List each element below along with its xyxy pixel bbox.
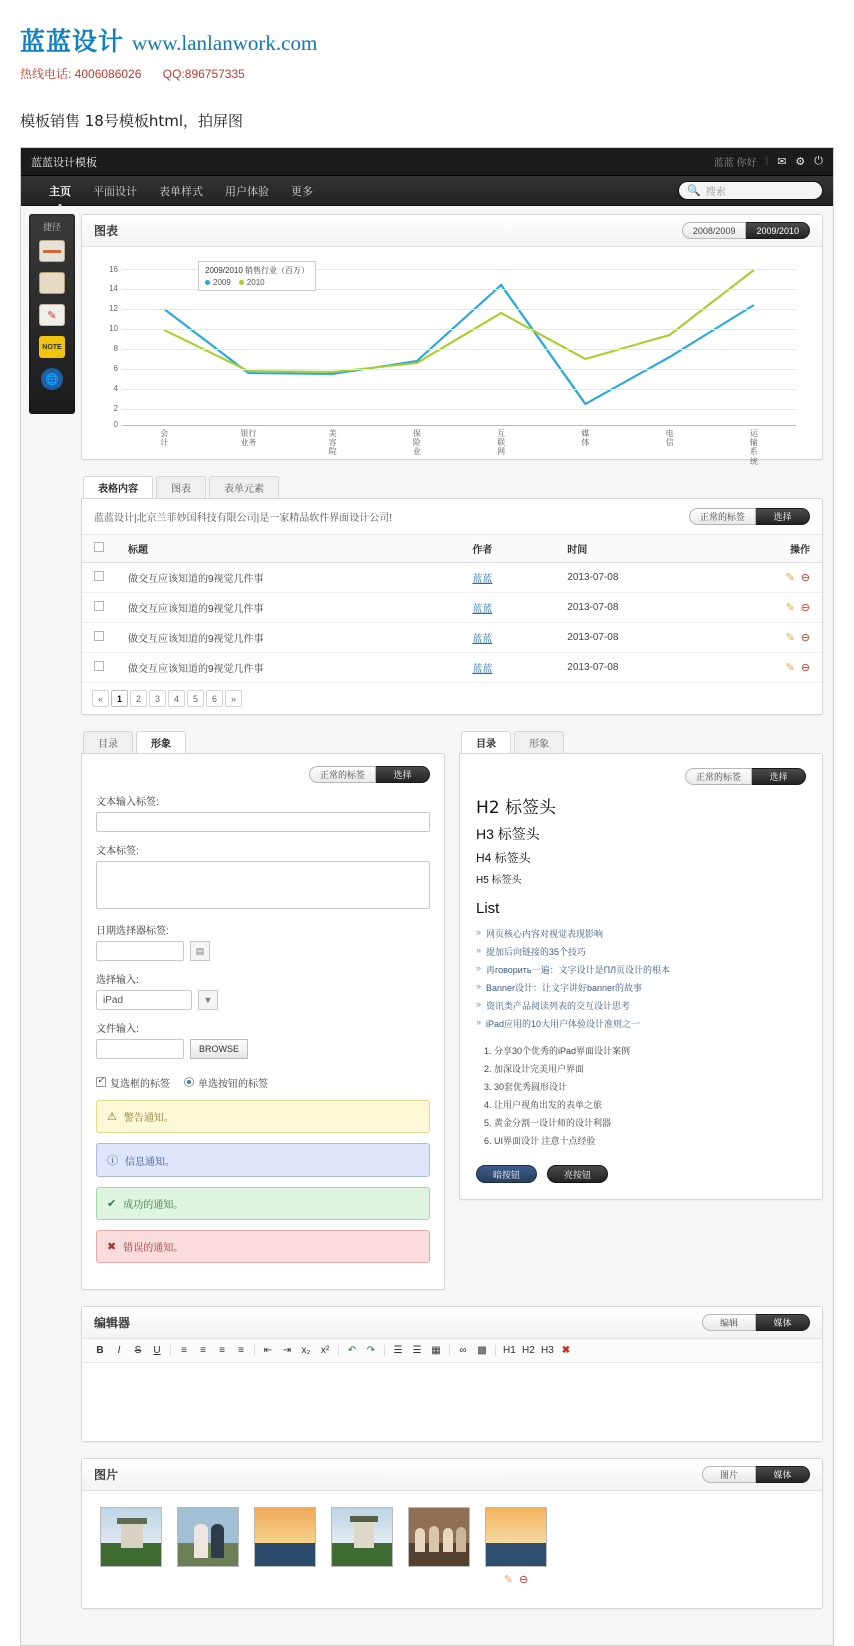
chart-title: 2009/2010 销售行业（百万） [205,266,310,275]
redo-icon[interactable]: ↷ [366,1345,376,1356]
branding-header [0,0,854,82]
undo-icon[interactable]: ↶ [347,1345,357,1356]
search-placeholder: 搜索 [705,187,726,198]
calendar-tile-icon[interactable] [39,240,65,262]
edit-icon[interactable]: ✎ [785,572,795,584]
alert-info-text: 信息通知。 [125,1156,175,1168]
x-label-4: 互 联 网 [497,429,506,457]
globe-tile-icon[interactable]: 🌐 [41,368,63,390]
heading-h4: H4 标签头 [476,851,531,865]
images-panel-title: 图片 [94,1468,119,1482]
superscript-icon[interactable]: x² [320,1345,330,1356]
form-select-button[interactable]: 选择 [376,766,430,783]
note-tile-icon[interactable]: NOTE [39,336,65,358]
x-label-1: 银行 业务 [240,429,257,448]
row-title: 做交互应该知道的9视觉几件事 [116,563,460,593]
heading-h2-icon[interactable]: H2 [522,1345,535,1356]
page-prev[interactable]: « [92,690,109,707]
alert-error [96,1230,430,1263]
row-author-link[interactable]: 蓝蓝 [472,664,493,675]
col-author: 作者 [460,535,555,563]
tab-form-elements[interactable]: 表单元素 [209,476,279,498]
alert-success [96,1187,430,1220]
select-all-checkbox[interactable] [94,542,104,552]
beach-sunset-thumb[interactable] [485,1507,547,1567]
alert-warning-text: 警告通知。 [123,1113,174,1124]
preview-tag-normal-button[interactable]: 正常的标签 [685,768,752,785]
browse-button[interactable]: BROWSE [190,1039,248,1059]
group-photo-thumb[interactable] [408,1507,470,1567]
align-right-icon[interactable]: ≡ [219,1345,225,1356]
form-tag-normal-button[interactable]: 正常的标签 [309,766,376,783]
row-checkbox[interactable] [94,601,104,611]
qq-number: QQ:896757335 [162,67,245,81]
x-label-5: 媒 体 [581,429,590,448]
editor-media-button[interactable]: 媒体 [756,1314,810,1331]
thumbnail-actions [485,1573,547,1586]
list-ol-icon[interactable]: ☰ [412,1345,422,1356]
row-date: 2013-07-08 [555,653,717,683]
page-4[interactable]: 4 [168,690,185,707]
chart-legend [198,261,316,291]
editor-panel-title: 编辑器 [94,1316,131,1330]
thumbnail-item [254,1507,316,1567]
table-select-button[interactable]: 选择 [756,508,810,525]
numbered-list [476,1044,806,1147]
device-select[interactable] [96,990,192,1010]
tab-form-catalog[interactable]: 目录 [83,731,133,753]
row-date: 2013-07-08 [555,623,717,653]
images-panel [81,1458,823,1609]
form-tabs [81,731,445,753]
file-input[interactable] [96,1039,184,1059]
outdent-icon[interactable]: ⇤ [263,1345,273,1356]
chart-y-axis: 16 14 12 10 8 6 4 2 0 [109,265,118,429]
select-label: 选择输入: [96,975,139,986]
align-justify-icon[interactable]: ≡ [238,1345,244,1356]
images-pictures-button[interactable]: 图片 [702,1466,756,1483]
edit-icon[interactable]: ✎ [785,602,795,614]
date-label: 日期选择器标签: [96,926,169,937]
form-column [81,731,445,1306]
chart-range-buttons [682,222,810,239]
heading-h5: H5 标签头 [476,875,522,886]
chevron-down-icon[interactable]: ▼ [198,990,218,1010]
alert-warning [96,1100,430,1133]
calendar-icon[interactable]: ▤ [190,941,210,961]
align-center-icon[interactable]: ≡ [200,1345,206,1356]
page-6[interactable]: 6 [206,690,223,707]
editor-panel [81,1306,823,1442]
table-icon[interactable]: ▦ [431,1345,441,1356]
list-item[interactable]: 3. 30套优秀圆形设计 [494,1080,806,1093]
table-section [81,476,823,715]
tab-table-content[interactable]: 表格内容 [83,476,153,498]
x-label-6: 电 信 [665,429,674,448]
castle-thumb-2[interactable] [331,1507,393,1567]
radio-option[interactable]: 单选按钮的标签 [184,1075,268,1090]
mail-icon[interactable]: ✉ [777,156,787,168]
page-1[interactable]: 1 [111,690,128,707]
strikethrough-icon[interactable]: S [134,1345,142,1356]
heading-h2: H2 标签头 [476,798,557,818]
error-icon: ✖ [107,1241,117,1253]
delete-icon[interactable]: ⊖ [800,602,810,614]
brand-name: 蓝蓝设计 [20,27,125,56]
list-item[interactable]: 4. 让用户视角出发的表单之旅 [494,1098,806,1111]
device-select-value: iPad [103,994,124,1006]
data-table [82,535,822,683]
x-label-7: 运 输 系 统 [749,429,758,466]
table-tag-normal-button[interactable]: 正常的标签 [689,508,756,525]
chart-range-2008-2009[interactable]: 2008/2009 [682,222,747,239]
power-icon[interactable]: ⏻ [814,155,823,167]
list-item[interactable]: 2. 加深设计完美用户界面 [494,1062,806,1075]
chart-area [82,247,822,466]
nav-item-ux[interactable]: 用户体验 [225,185,269,198]
search-icon: 🔍 [687,185,701,197]
tab-charts[interactable]: 图表 [156,476,206,498]
preview-tabs [459,731,823,753]
row-author-link[interactable]: 蓝蓝 [472,634,493,645]
app-window [20,147,834,1646]
text-input-label: 文本输入标签: [96,797,159,808]
bold-icon[interactable]: B [96,1345,104,1356]
editor-toolbar [82,1339,822,1363]
row-title: 做交互应该知道的9视觉几件事 [116,653,460,683]
nav-item-home[interactable]: 主页 [49,183,71,199]
alert-info [96,1143,430,1177]
gear-icon[interactable]: ⚙ [795,156,806,168]
x-label-0: 会 计 [160,429,169,448]
chart-canvas [98,261,806,466]
wedding-thumb[interactable] [177,1507,239,1567]
castle-thumb[interactable] [100,1507,162,1567]
hotline: 热线电话: 4006086026 [20,67,142,81]
thumbnail-grid [82,1491,822,1608]
tab-form-image[interactable]: 形象 [136,731,186,753]
chart-range-2009-2010[interactable]: 2009/2010 [746,222,810,239]
row-checkbox[interactable] [94,661,104,671]
chart-panel [81,214,823,466]
arrow-list [476,927,806,1030]
table-tabs [81,476,823,498]
alert-error-text: 错误的通知。 [123,1243,184,1254]
row-title: 做交互应该知道的9视觉几件事 [116,623,460,653]
row-author-link[interactable]: 蓝蓝 [472,604,493,615]
list-item[interactable]: » Banner设计：让文字讲好banner的故事 [476,981,806,994]
align-left-icon[interactable]: ≡ [181,1345,187,1356]
nav-item-more[interactable]: 更多 [291,185,313,198]
chart-panel-title: 图表 [94,224,119,238]
unlink-icon[interactable]: ▩ [477,1345,487,1356]
row-checkbox[interactable] [94,631,104,641]
paint-tile-icon[interactable]: ✎ [39,304,65,326]
light-pill-button[interactable]: 亮按钮 [547,1165,608,1183]
thumbnail-item [100,1507,162,1567]
col-title: 标题 [116,535,460,563]
italic-icon[interactable]: I [117,1345,121,1356]
alert-success-text: 成功的通知。 [123,1200,184,1211]
subscript-icon[interactable]: x₂ [301,1345,311,1356]
sidebar-dock [29,214,75,414]
app-topbar: 蓝蓝设计模板 蓝蓝 你好 | ✉ ⚙ ⏻ [21,148,833,176]
x-label-3: 保 险 业 [412,429,421,457]
two-column-section [81,731,823,1306]
table-note: 蓝蓝设计|北京兰菲妙国科技有限公司|是一家精品软件界面设计公司! [94,513,392,524]
edit-icon[interactable]: ✎ [785,632,795,644]
nav-item-forms[interactable]: 表单样式 [159,185,203,198]
textarea-input[interactable] [96,861,430,909]
dock-title: 捷径 [42,222,61,232]
list-item[interactable]: » 提加后向链接的35个技巧 [476,945,806,958]
images-media-button[interactable]: 媒体 [756,1466,810,1483]
table-header-row [82,535,822,563]
editor-content-area[interactable] [82,1363,822,1441]
delete-icon[interactable]: ⊖ [519,1574,529,1586]
editor-edit-button[interactable]: 编辑 [702,1314,756,1331]
col-actions: 操作 [717,535,822,563]
info-icon: ⓘ [107,1155,118,1167]
user-greeting: 蓝蓝 你好 [713,158,757,169]
sunset-thumb[interactable] [254,1507,316,1567]
list-item[interactable]: » 再говорить一遍：文字设计是ПЛ页设计的根本 [476,963,806,976]
text-input[interactable] [96,812,430,832]
list-item[interactable]: 1. 分享30个优秀的iPad界面设计案例 [494,1044,806,1057]
thumbnail-item [408,1507,470,1567]
legend-2009: 2009 [205,278,231,287]
date-input[interactable] [96,941,184,961]
tab-preview-catalog[interactable]: 目录 [461,731,511,753]
row-checkbox[interactable] [94,571,104,581]
search-input[interactable] [678,181,823,200]
underline-icon[interactable]: U [153,1345,161,1356]
list-item[interactable]: » iPad应用的10大用户体验设计准则之一 [476,1017,806,1030]
preview-select-button[interactable]: 选择 [752,768,806,785]
nav-item-graphic[interactable]: 平面设计 [93,185,137,198]
textarea-label: 文本标签: [96,846,139,857]
link-icon[interactable]: ∞ [459,1345,467,1356]
tab-preview-image[interactable]: 形象 [514,731,564,753]
list-title: List [476,900,500,917]
row-date: 2013-07-08 [555,593,717,623]
edit-icon[interactable]: ✎ [785,662,795,674]
page-next[interactable]: » [225,690,242,707]
list-item[interactable]: 6. UI界面设计 注意十点经验 [494,1134,806,1147]
checkbox-option[interactable]: ✓复选框的标签 [96,1075,170,1090]
table-note-row [82,499,822,535]
list-item[interactable]: 5. 黄金分割一设计师的设计利器 [494,1116,806,1129]
list-item[interactable]: » 网页核心内容对视觉表现影响 [476,927,806,940]
page-5[interactable]: 5 [187,690,204,707]
table-row[interactable] [82,593,822,623]
thumbnail-item [177,1507,239,1567]
file-label: 文件输入: [96,1024,139,1035]
heading-h1-icon[interactable]: H1 [503,1345,516,1356]
table-row[interactable] [82,563,822,593]
delete-icon[interactable]: ⊖ [800,632,810,644]
app-title: 蓝蓝设计模板 [31,156,97,169]
heading-h3: H3 标签头 [476,826,540,842]
choice-row [96,1075,430,1090]
pill-button-row [476,1165,806,1183]
legend-2010: 2010 [239,278,265,287]
list-item[interactable]: » 资讯类产品阅读列表的交互设计思考 [476,999,806,1012]
table-row[interactable] [82,653,822,683]
remove-format-icon[interactable]: ✖ [561,1345,571,1356]
warning-icon: ⚠ [107,1111,117,1123]
pagination [82,683,822,714]
chart-x-axis [122,429,796,466]
dark-pill-button[interactable]: 暗按钮 [476,1165,537,1183]
preview-column [459,731,823,1306]
list-ul-icon[interactable]: ☰ [393,1345,403,1356]
page-2[interactable]: 2 [130,690,147,707]
brand-url: www.lanlanwork.com [132,31,318,55]
heading-h3-icon[interactable]: H3 [541,1345,554,1356]
x-label-2: 美 容 院 [328,429,337,457]
row-date: 2013-07-08 [555,563,717,593]
edit-icon[interactable]: ✎ [503,1574,513,1586]
table-row[interactable] [82,623,822,653]
notebook-tile-icon[interactable] [39,272,65,294]
row-author-link[interactable]: 蓝蓝 [472,574,493,585]
success-icon: ✔ [107,1198,117,1210]
indent-icon[interactable]: ⇥ [282,1345,292,1356]
row-title: 做交互应该知道的9视觉几件事 [116,593,460,623]
main-nav [21,176,833,206]
thumbnail-item [331,1507,393,1567]
delete-icon[interactable]: ⊖ [800,662,810,674]
delete-icon[interactable]: ⊖ [800,572,810,584]
page-title: 模板销售 18号模板html，拍屏图 [20,112,244,130]
col-date: 时间 [555,535,717,563]
page-3[interactable]: 3 [149,690,166,707]
thumbnail-item [485,1507,547,1586]
